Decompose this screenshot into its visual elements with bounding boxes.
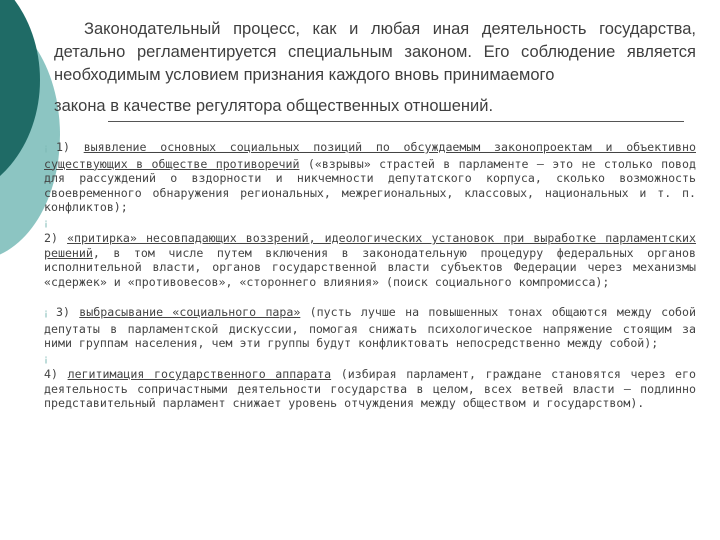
item-text: (избирая парламент, граждане становятся через его деятельность сопричастными деятельности государства в целом, всех ветвей власти — подлинно представительный парламент снижает уровень отчуждения между обществом и государством).: [44, 367, 696, 410]
item-underlined-text: «притирка» несовпадающих воззрений, идеологических установок при выработке парламентских решений: [44, 231, 697, 260]
list-item: [44, 140, 696, 215]
item-underlined-text: выбрасывание «социального пара»: [79, 305, 301, 319]
item-underlined-text: легитимация государственного аппарата: [67, 367, 332, 381]
list-item: [44, 351, 696, 411]
item-underlined-text: выявление основных социальных позиций по обсуждаемым законопроектам и объективно существующих в обществе противоречий: [44, 140, 696, 171]
bullet-icon: ¡: [44, 143, 49, 154]
item-text: («взрывы» страстей в парламенте — это не столько повод для рассуждений о вздорности и никчемности депутатского корпуса, сколько возможность своевременного обнаружения региональных, межрегиональных, классовых, национальных и т. п. конфликтов);: [44, 156, 696, 214]
bullet-icon: ¡: [44, 217, 49, 229]
list-item: [44, 305, 696, 351]
heading-underline: [108, 121, 684, 122]
heading-text: Законодательный процесс, как и любая иная деятельность государства, детально регламентируется специальным законом. Его соблюдение является необходимым условием признания каждого вновь принимаемого: [54, 20, 696, 84]
slide-heading: [54, 18, 696, 118]
spacer: [44, 289, 696, 305]
bullet-icon: ¡: [44, 353, 49, 365]
item-text: , в том числе путем включения в законодательную процедуру федеральных органов исполнительной власти, органов государственной власти субъектов Федерации через механизмы «сдержек» и «противовесов», «стороннего влияния» (поиск социального компромисса);: [44, 245, 696, 289]
item-number: 2): [44, 231, 58, 245]
item-number: 4): [44, 367, 58, 381]
item-number: 1): [56, 140, 70, 154]
list-body: [44, 140, 696, 411]
bullet-icon: ¡: [44, 308, 49, 319]
item-number: 3): [56, 305, 70, 319]
item-text: (пусть лучше на повышенных тонах общаются между собой депутаты в парламентской дискуссии, помогая снижать психологическое напряжение стоящим за ними группам населения, чем эти группы будут конфликтовать непосредственно между собой);: [44, 305, 696, 350]
heading-last-line: закона в качестве регулятора общественных отношений.: [54, 97, 494, 115]
list-item: [44, 215, 696, 290]
